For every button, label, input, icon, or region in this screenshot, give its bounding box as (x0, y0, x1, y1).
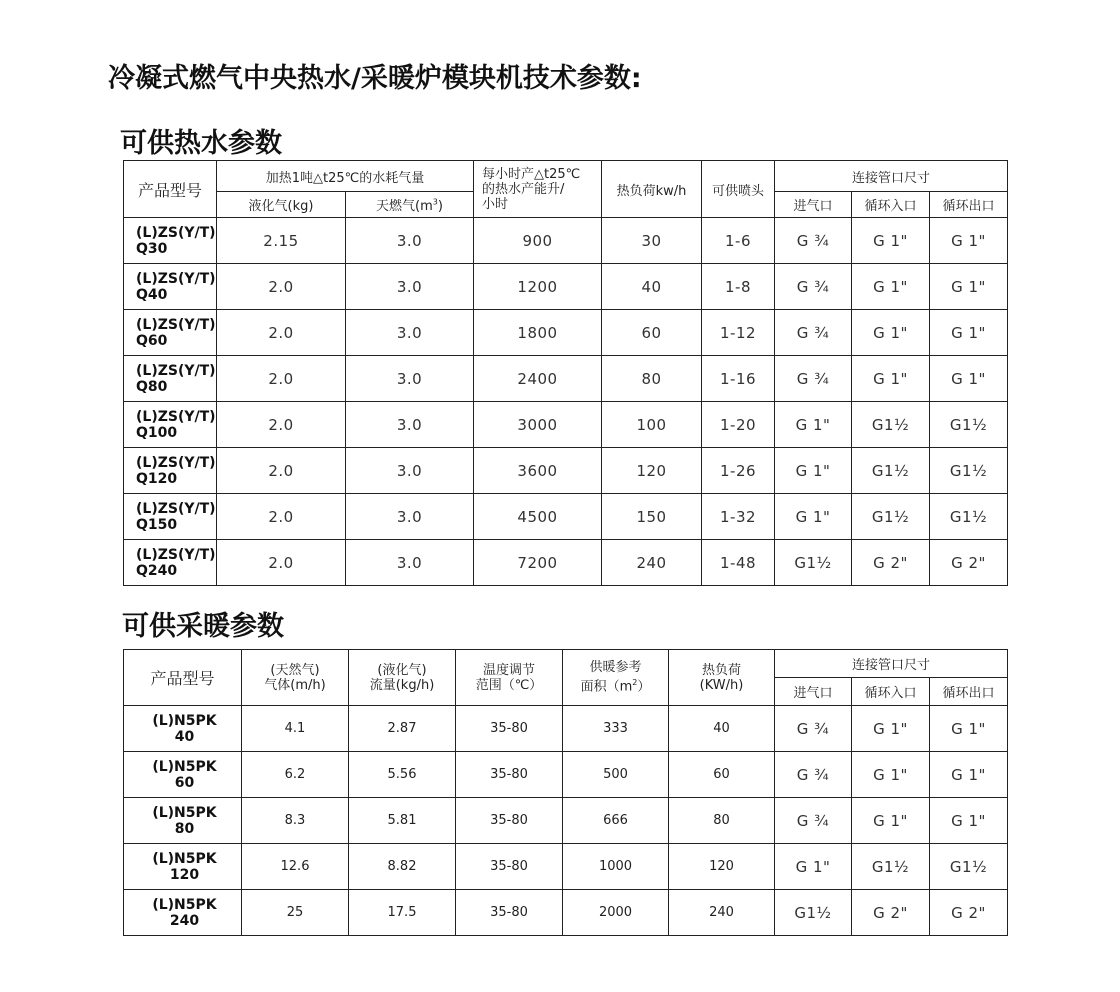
gas-in-cell: G ¾ (775, 356, 852, 402)
header-model: 产品型号 (124, 650, 242, 706)
model-cell (124, 402, 217, 448)
gas-in-cell: G ¾ (775, 752, 852, 798)
model-line2: Q120 (136, 470, 178, 487)
output-cell: 1200 (474, 264, 602, 310)
cube-sup: 3 (432, 197, 438, 207)
loop-out-cell: G 1" (930, 218, 1008, 264)
model-line1: (L)ZS(Y/T) (136, 500, 216, 517)
temp-cell: 35-80 (456, 844, 563, 890)
lpg-flow-cell: 5.56 (349, 752, 456, 798)
model-line2: 240 (169, 912, 200, 929)
heat-load-cell: 150 (602, 494, 702, 540)
loop-in-cell: G1½ (852, 494, 930, 540)
loop-in-cell: G1½ (852, 402, 930, 448)
loop-out-cell: G 1" (930, 310, 1008, 356)
model-line1: (L)ZS(Y/T) (136, 224, 216, 241)
gas-in-cell: G 1" (775, 494, 852, 540)
header-temp-line1: 温度调节 (482, 662, 535, 678)
temp-cell: 35-80 (456, 798, 563, 844)
loop-in-cell: G 2" (852, 540, 930, 586)
model-line1: (L)ZS(Y/T) (136, 270, 216, 287)
loop-in-cell: G1½ (852, 844, 930, 890)
lpg-cell: 2.0 (217, 310, 346, 356)
lpg-cell: 2.0 (217, 448, 346, 494)
header-heat-load (669, 650, 775, 706)
heat-load-cell: 30 (602, 218, 702, 264)
heat-cell: 60 (669, 752, 775, 798)
output-cell: 900 (474, 218, 602, 264)
header-natural-gas-close: ) (437, 199, 443, 214)
header-output-line2: 的热水产能升/ (482, 181, 565, 197)
ng-flow-cell: 8.3 (242, 798, 349, 844)
model-line2: Q150 (136, 516, 178, 533)
header-nozzles: 可供喷头 (702, 161, 775, 218)
header-lpg-flow (349, 650, 456, 706)
lpg-cell: 2.0 (217, 540, 346, 586)
gas-in-cell: G 1" (775, 844, 852, 890)
loop-in-cell: G1½ (852, 448, 930, 494)
table-row (124, 264, 1008, 310)
nozzles-cell: 1-12 (702, 310, 775, 356)
model-cell (124, 798, 242, 844)
model-line1: (L)N5PK (152, 850, 217, 867)
model-line1: (L)ZS(Y/T) (136, 408, 216, 425)
loop-in-cell: G 1" (852, 356, 930, 402)
model-cell (124, 448, 217, 494)
header-natural-gas (346, 192, 474, 218)
gas-in-cell: G ¾ (775, 798, 852, 844)
model-line1: (L)ZS(Y/T) (136, 546, 216, 563)
header-consumption: 加热1吨△t25℃的水耗气量 (217, 161, 474, 192)
gas-in-cell: G 1" (775, 448, 852, 494)
model-line2: Q40 (136, 286, 168, 303)
table-row (124, 706, 1008, 752)
loop-in-cell: G 1" (852, 752, 930, 798)
table-row (124, 494, 1008, 540)
area-cell: 666 (563, 798, 669, 844)
loop-in-cell: G 2" (852, 890, 930, 936)
header-heat-line2: (KW/h) (699, 677, 744, 693)
model-cell (124, 264, 217, 310)
heating-heading: 可供采暖参数 (122, 611, 284, 642)
gas-in-cell: G ¾ (775, 264, 852, 310)
loop-in-cell: G 1" (852, 310, 930, 356)
area-cell: 333 (563, 706, 669, 752)
lpg-flow-cell: 8.82 (349, 844, 456, 890)
model-cell (124, 494, 217, 540)
nozzles-cell: 1-6 (702, 218, 775, 264)
heat-load-cell: 40 (602, 264, 702, 310)
page-title: 冷凝式燃气中央热水/采暖炉模块机技术参数: (108, 63, 642, 94)
output-cell: 7200 (474, 540, 602, 586)
heat-load-cell: 60 (602, 310, 702, 356)
nozzles-cell: 1-26 (702, 448, 775, 494)
model-line2: Q80 (136, 378, 168, 395)
lpg-flow-cell: 5.81 (349, 798, 456, 844)
table-row (124, 356, 1008, 402)
header-pipe-group: 连接管口尺寸 (775, 650, 1008, 678)
loop-out-cell: G 1" (930, 356, 1008, 402)
hot-water-table (123, 160, 1008, 586)
heat-cell: 120 (669, 844, 775, 890)
square-sup: 2 (632, 678, 638, 688)
table-row (124, 218, 1008, 264)
header-ng-line1: (天然气) (270, 662, 320, 678)
nozzles-cell: 1-16 (702, 356, 775, 402)
model-line1: (L)ZS(Y/T) (136, 454, 216, 471)
ng-flow-cell: 6.2 (242, 752, 349, 798)
gas-in-cell: G ¾ (775, 218, 852, 264)
header-area-label: 面积（m (580, 679, 633, 695)
model-line2: 120 (169, 866, 200, 883)
loop-out-cell: G1½ (930, 844, 1008, 890)
model-line1: (L)N5PK (152, 804, 217, 821)
temp-cell: 35-80 (456, 706, 563, 752)
header-natural-gas-label: 天燃气(m (376, 199, 433, 214)
lpg-flow-cell: 17.5 (349, 890, 456, 936)
model-cell (124, 706, 242, 752)
header-output (474, 161, 602, 218)
natural-gas-cell: 3.0 (346, 356, 474, 402)
model-line1: (L)N5PK (152, 896, 217, 913)
table-row (124, 448, 1008, 494)
model-line2: Q30 (136, 240, 168, 257)
header-pipe-group: 连接管口尺寸 (775, 161, 1008, 192)
natural-gas-cell: 3.0 (346, 218, 474, 264)
model-line1: (L)ZS(Y/T) (136, 316, 216, 333)
header-area-close: ） (637, 679, 651, 695)
header-heat-load: 热负荷kw/h (602, 161, 702, 218)
natural-gas-cell: 3.0 (346, 540, 474, 586)
header-area-line2 (563, 675, 668, 694)
heating-table (123, 649, 1008, 936)
header-lpg-line1: (液化气) (377, 662, 427, 678)
gas-in-cell: G 1" (775, 402, 852, 448)
lpg-cell: 2.15 (217, 218, 346, 264)
heat-load-cell: 100 (602, 402, 702, 448)
heat-cell: 80 (669, 798, 775, 844)
output-cell: 2400 (474, 356, 602, 402)
model-cell (124, 752, 242, 798)
temp-cell: 35-80 (456, 890, 563, 936)
model-line1: (L)N5PK (152, 758, 217, 775)
nozzles-cell: 1-32 (702, 494, 775, 540)
natural-gas-cell: 3.0 (346, 402, 474, 448)
table-row (124, 310, 1008, 356)
header-output-line1: 每小时产△t25℃ (482, 166, 581, 182)
model-line2: 40 (174, 728, 195, 745)
header-lpg-line2: 流量(kg/h) (369, 677, 435, 693)
natural-gas-cell: 3.0 (346, 264, 474, 310)
table-row (124, 844, 1008, 890)
output-cell: 1800 (474, 310, 602, 356)
table-row (124, 890, 1008, 936)
header-loop-out: 循环出口 (930, 192, 1008, 218)
table-row (124, 798, 1008, 844)
loop-in-cell: G 1" (852, 264, 930, 310)
loop-out-cell: G 1" (930, 798, 1008, 844)
header-area-line1: 供暖参考 (589, 660, 642, 676)
lpg-cell: 2.0 (217, 356, 346, 402)
lpg-cell: 2.0 (217, 402, 346, 448)
natural-gas-cell: 3.0 (346, 494, 474, 540)
model-cell (124, 844, 242, 890)
gas-in-cell: G ¾ (775, 706, 852, 752)
temp-cell: 35-80 (456, 752, 563, 798)
gas-in-cell: G1½ (775, 540, 852, 586)
table-row (124, 540, 1008, 586)
header-temp-line2: 范围（℃） (475, 677, 543, 693)
model-line1: (L)N5PK (152, 712, 217, 729)
gas-in-cell: G ¾ (775, 310, 852, 356)
lpg-cell: 2.0 (217, 494, 346, 540)
ng-flow-cell: 12.6 (242, 844, 349, 890)
model-cell (124, 890, 242, 936)
model-line2: Q60 (136, 332, 168, 349)
loop-out-cell: G 1" (930, 264, 1008, 310)
loop-out-cell: G1½ (930, 448, 1008, 494)
header-loop-in: 循环入口 (852, 678, 930, 706)
header-gas-in: 进气口 (775, 192, 852, 218)
hot-water-heading: 可供热水参数 (120, 128, 282, 159)
lpg-flow-cell: 2.87 (349, 706, 456, 752)
heat-load-cell: 80 (602, 356, 702, 402)
output-cell: 3600 (474, 448, 602, 494)
header-gas-in: 进气口 (775, 678, 852, 706)
loop-out-cell: G1½ (930, 494, 1008, 540)
model-line1: (L)ZS(Y/T) (136, 362, 216, 379)
header-model: 产品型号 (124, 161, 217, 218)
loop-out-cell: G1½ (930, 402, 1008, 448)
header-heat-line1: 热负荷 (701, 662, 741, 678)
table-row (124, 752, 1008, 798)
loop-out-cell: G 1" (930, 706, 1008, 752)
header-loop-in: 循环入口 (852, 192, 930, 218)
loop-out-cell: G 2" (930, 540, 1008, 586)
ng-flow-cell: 25 (242, 890, 349, 936)
heat-cell: 40 (669, 706, 775, 752)
ng-flow-cell: 4.1 (242, 706, 349, 752)
output-cell: 3000 (474, 402, 602, 448)
natural-gas-cell: 3.0 (346, 310, 474, 356)
model-line2: Q100 (136, 424, 178, 441)
heat-cell: 240 (669, 890, 775, 936)
header-ng-flow (242, 650, 349, 706)
gas-in-cell: G1½ (775, 890, 852, 936)
header-ng-line2: 气体(m/h) (264, 677, 326, 693)
model-cell (124, 218, 217, 264)
header-lpg: 液化气(kg) (217, 192, 346, 218)
nozzles-cell: 1-8 (702, 264, 775, 310)
header-area (563, 650, 669, 706)
lpg-cell: 2.0 (217, 264, 346, 310)
nozzles-cell: 1-48 (702, 540, 775, 586)
model-cell (124, 356, 217, 402)
area-cell: 500 (563, 752, 669, 798)
heat-load-cell: 240 (602, 540, 702, 586)
area-cell: 1000 (563, 844, 669, 890)
header-loop-out: 循环出口 (930, 678, 1008, 706)
table-row (124, 402, 1008, 448)
loop-in-cell: G 1" (852, 218, 930, 264)
natural-gas-cell: 3.0 (346, 448, 474, 494)
model-line2: 80 (174, 820, 195, 837)
model-cell (124, 310, 217, 356)
header-temp-range (456, 650, 563, 706)
loop-in-cell: G 1" (852, 798, 930, 844)
model-line2: Q240 (136, 562, 178, 579)
area-cell: 2000 (563, 890, 669, 936)
nozzles-cell: 1-20 (702, 402, 775, 448)
heat-load-cell: 120 (602, 448, 702, 494)
loop-out-cell: G 1" (930, 752, 1008, 798)
header-output-line3: 小时 (482, 196, 509, 212)
output-cell: 4500 (474, 494, 602, 540)
loop-out-cell: G 2" (930, 890, 1008, 936)
model-cell (124, 540, 217, 586)
model-line2: 60 (174, 774, 195, 791)
loop-in-cell: G 1" (852, 706, 930, 752)
